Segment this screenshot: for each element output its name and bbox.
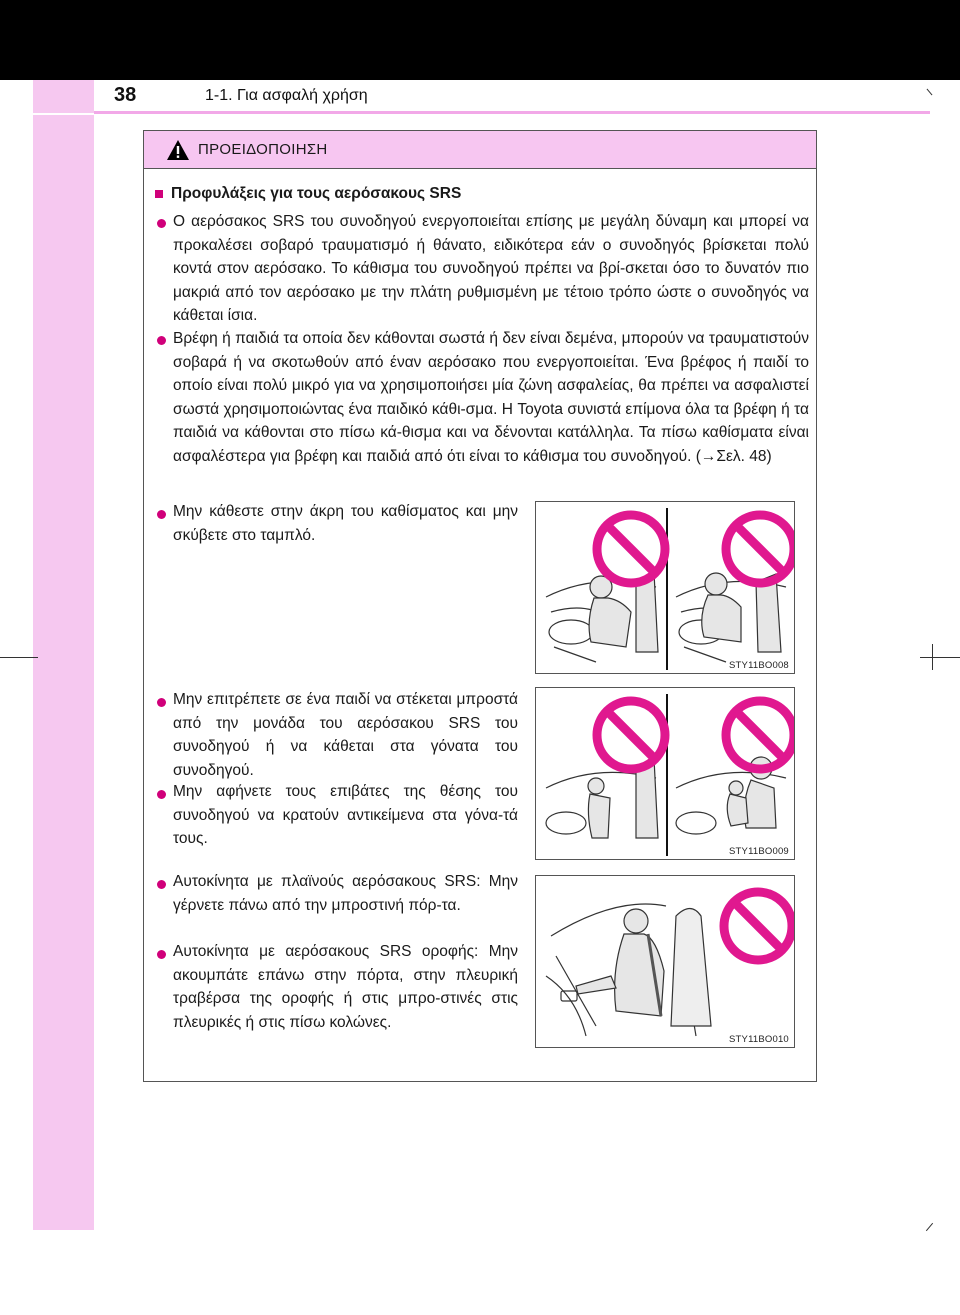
- warning-item: Μην επιτρέπετε σε ένα παιδί να στέκεται μπροστά από την μονάδα του αερόσακου SRS του συνοδηγού ή να κάθεται στα γόνατα του συνοδηγού.: [173, 691, 518, 779]
- bullet-icon: [157, 880, 166, 889]
- warning-subheading: [155, 185, 461, 203]
- warning-header: [144, 131, 816, 169]
- bullet-icon: [157, 790, 166, 799]
- header-rule: [94, 111, 930, 114]
- warning-item: Βρέφη ή παιδιά τα οποία δεν κάθονται σωστά ή δεν είναι δεμένα, μπορούν να τραυματιστούν σοβαρά ή να σκοτωθούν από έναν αερόσακο που ενεργοποιείται. Ένα βρέφος ή παιδί το οποίο είναι πολύ μικρό για να χρησιμοποιήσει μία ζώνη ασφαλείας, θα πρέπει να ασφαλιστεί σωστά χρησιμοποιώντας ένα παιδικό κάθι-σμα. Η Toyota συνιστά επίμονα όλα τα βρέφη ή τα παιδιά να κάθονται στο πίσω κά-θισμα και να δένονται κατάλληλα. Τα πίσω καθίσματα είναι ασφαλέστερα για βρέφη και παιδιά από ότι είναι το κάθισμα του συνοδηγού. (→Σελ. 48): [173, 330, 809, 465]
- crop-mark: [932, 644, 933, 670]
- prohibition-icon: [726, 515, 794, 583]
- warning-item: Ο αερόσακος SRS του συνοδηγού ενεργοποιείται επίσης με μεγάλη δύναμη και μπορεί να προκαλέσει σοβαρό τραυματισμό ή θάνατο, ειδικότερα εάν ο συνοδηγός βρίσκεται πολύ κοντά στον αερόσακο. Το κάθισμα του συνοδηγού πρέπει να βρί-σκεται όσο το δυνατόν πιο μακριά από τον αερόσακο με την πλάτη ρυθμισμένη με τέτοιο τρόπο ώστε ο συνοδηγός να κάθεται ίσια.: [173, 213, 809, 324]
- figure-code: STY11BO008: [729, 660, 789, 671]
- bullet-icon: [157, 510, 166, 519]
- warning-item: Αυτοκίνητα με αερόσακους SRS οροφής: Μην ακουμπάτε επάνω στην πόρτα, στην πλευρική τραβέρσα της οροφής ή στις μπρο-στινές στις πλευρικές ή στις πίσω κολώνες.: [173, 943, 518, 1031]
- crop-mark: [926, 1223, 933, 1231]
- warning-triangle-icon: [166, 139, 190, 161]
- figure-dashboard-lean: [535, 501, 795, 674]
- warning-title: ΠΡΟΕΙΔΟΠΟΙΗΣΗ: [198, 141, 328, 158]
- warning-item: Μην αφήνετε τους επιβάτες της θέσης του συνοδηγού να κρατούν αντικείμενα στα γόνα-τά τους.: [173, 783, 518, 847]
- subheading-text: Προφυλάξεις για τους αερόσακους SRS: [171, 185, 462, 202]
- square-bullet-icon: [155, 190, 163, 198]
- crop-mark: [920, 657, 960, 658]
- figure-code: STY11BO010: [729, 1034, 789, 1045]
- bullet-icon: [157, 219, 166, 228]
- warning-item: Μην κάθεστε στην άκρη του καθίσματος και μην σκύβετε στο ταμπλό.: [173, 503, 518, 544]
- strip-divider: [33, 113, 94, 115]
- chapter-side-strip: [33, 80, 94, 1230]
- section-title: 1-1. Για ασφαλή χρήση: [205, 87, 368, 104]
- bullet-icon: [157, 336, 166, 345]
- figure-door-lean: [535, 875, 795, 1048]
- prohibition-icon: [597, 701, 665, 769]
- prohibition-icon: [597, 515, 665, 583]
- prohibition-icon: [724, 892, 792, 960]
- page-number: 38: [114, 84, 137, 106]
- figure-code: STY11BO009: [729, 846, 789, 857]
- warning-item: Αυτοκίνητα με πλαϊνούς αερόσακους SRS: Μην γέρνετε πάνω από την μπροστινή πόρ-τα.: [173, 873, 518, 914]
- crop-mark: [0, 657, 38, 658]
- figure-child-front: [535, 687, 795, 860]
- bullet-icon: [157, 950, 166, 959]
- crop-mark: [927, 89, 933, 96]
- bullet-icon: [157, 698, 166, 707]
- top-black-bar: [0, 0, 960, 80]
